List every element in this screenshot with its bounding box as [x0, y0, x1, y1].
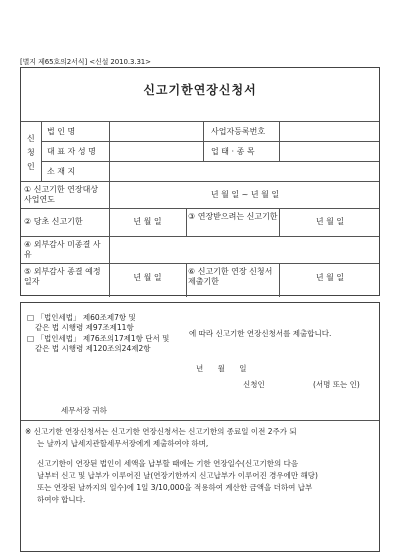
orig-deadline-value: 년 월 일 — [133, 217, 162, 226]
address-label: 소 재 지 — [47, 167, 76, 176]
biz-reg-label: 사업자등록번호 — [211, 127, 266, 136]
law-ref-2b: 같은 법 시행령 제120조의24제2항 — [35, 344, 151, 353]
side-label: 청 — [27, 148, 35, 157]
note-1-cont: 는 날까지 납세지관할세무서장에게 제출하여야 하며, — [37, 439, 209, 448]
application-form — [20, 67, 380, 296]
side-label: 인 — [27, 162, 35, 171]
note-2-cont: 날부터 신고 및 납부가 이루어진 날(연장기한까지 신고납부가 이루어진 경우에만 해당) — [37, 471, 318, 480]
note-2-cont: 하여야 합니다. — [37, 495, 86, 504]
orig-deadline-label: ② 당초 신고기한 — [24, 217, 83, 226]
divider — [21, 420, 379, 421]
divider — [109, 121, 110, 297]
note-2-cont: 또는 연장된 날까지의 일수)에 1일 3/10,000을 적용하여 계산한 금액을 더하여 납부 — [37, 483, 313, 492]
divider — [279, 121, 280, 161]
audit-end-value: 년 월 일 — [133, 273, 162, 282]
audit-reason-label: ④ 외부감사 미종결 사유 — [24, 240, 101, 259]
form-title: 신고기한연장신청서 — [143, 83, 257, 97]
statement-section — [20, 302, 380, 552]
divider — [41, 141, 379, 142]
law-ref-1b: 같은 법 시행령 제97조제11항 — [35, 323, 134, 332]
target-year-value: 년 월 일 ~ 년 월 일 — [210, 190, 280, 199]
note-1: ※ 신고기한 연장신청서는 신고기한 연장신청서는 신고기한의 종료일 이전 2주가 되 — [25, 427, 297, 436]
submission-date-value: 년 월 일 — [315, 273, 345, 282]
law-ref-2a: □ 「법인세법」 제76조의17제1항 단서 및 — [27, 334, 170, 343]
divider — [21, 181, 379, 182]
audit-end-label: ⑤ 외부감사 종결 예정일자 — [24, 267, 101, 286]
divider — [21, 236, 379, 237]
addressee: 세무서장 귀하 — [61, 406, 107, 415]
divider — [203, 121, 204, 161]
target-year-label: ① 신고기한 연장대상 사업연도 — [24, 185, 99, 204]
business-type-label: 업 태 · 종 목 — [211, 147, 255, 156]
divider — [186, 263, 187, 297]
submission-date-label: ⑥ 신고기한 연장 신청서 제출기한 — [188, 267, 273, 286]
form-reference: [별지 제65호의2서식] <신설 2010.3.31> — [20, 58, 151, 66]
accordance-text: 에 따라 신고기한 연장신청서를 제출합니다. — [189, 329, 332, 338]
corp-name-label: 법 인 명 — [47, 127, 76, 136]
divider — [21, 263, 379, 264]
applicant-label: 신청인 — [243, 380, 265, 389]
divider — [21, 121, 379, 122]
rep-name-label: 대 표 자 성 명 — [47, 147, 96, 156]
requested-deadline-label: ③ 연장받으려는 신고기한 — [188, 212, 278, 221]
note-2: 신고기한이 연장된 법인이 세액을 납부할 때에는 기한 연장일수(신고기한의 다음 — [37, 459, 299, 468]
divider — [41, 161, 379, 162]
divider — [41, 121, 42, 181]
sign-label: (서명 또는 인) — [313, 380, 360, 389]
side-label: 신 — [27, 134, 35, 143]
divider — [21, 208, 379, 209]
requested-deadline-value: 년 월 일 — [315, 217, 345, 226]
law-ref-1a: □ 「법인세법」 제60조제7항 및 — [27, 313, 136, 322]
divider — [186, 208, 187, 236]
statement-date: 년 월 일 — [196, 364, 253, 373]
